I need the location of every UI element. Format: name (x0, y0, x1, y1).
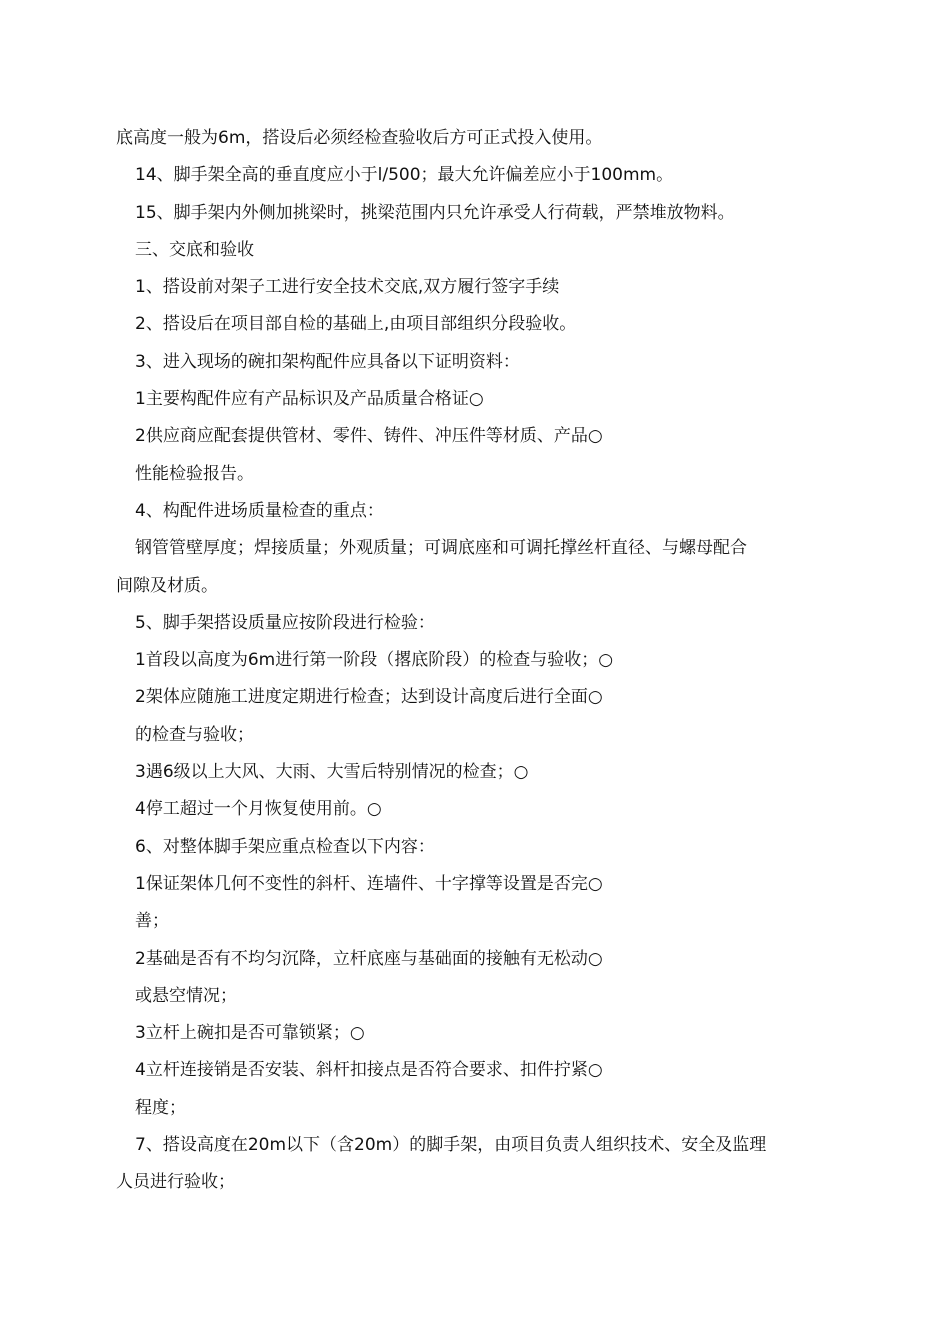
text-line: 的检查与验收； (135, 724, 254, 745)
text-line: 1主要构配件应有产品标识及产品质量合格证○ (135, 389, 484, 410)
text-line: 4、构配件进场质量检查的重点： (135, 500, 384, 521)
text-line: 或悬空情况； (135, 985, 237, 1006)
text-line: 5、脚手架搭设质量应按阶段进行检验： (135, 612, 435, 633)
text-line: 2架体应随施工进度定期进行检查；达到设计高度后进行全面○ (135, 687, 603, 708)
text-line: 善； (135, 911, 169, 932)
text-line: 3、进入现场的碗扣架构配件应具备以下证明资料： (135, 351, 520, 372)
text-line: 3遇6级以上大风、大雨、大雪后特别情况的检查；○ (135, 762, 529, 783)
text-line: 1、搭设前对架子工进行安全技术交底,双方履行签字手续 (135, 277, 560, 298)
text-line: 2供应商应配套提供管材、零件、铸件、冲压件等材质、产品○ (135, 426, 603, 447)
text-line: 性能检验报告。 (135, 463, 254, 484)
text-line: 7、搭设高度在20m以下（含20m）的脚手架，由项目负责人组织技术、安全及监理 (135, 1135, 767, 1156)
text-line: 15、脚手架内外侧加挑梁时，挑梁范围内只允许承受人行荷载，严禁堆放物料。 (135, 202, 735, 223)
text-line: 1保证架体几何不变性的斜杆、连墙件、十字撑等设置是否完○ (135, 873, 603, 894)
text-line: 4立杆连接销是否安装、斜杆扣接点是否符合要求、扣件拧紧○ (135, 1060, 603, 1081)
text-line: 钢管管壁厚度；焊接质量；外观质量；可调底座和可调托撑丝杆直径、与螺母配合 (135, 538, 747, 559)
text-line: 2、搭设后在项目部自检的基础上,由项目部组织分段验收。 (135, 314, 577, 335)
text-line: 程度； (135, 1097, 186, 1118)
text-line: 人员进行验收； (116, 1172, 235, 1193)
document-body (116, 126, 846, 1208)
text-line: 3立杆上碗扣是否可靠锁紧；○ (135, 1023, 365, 1044)
text-line: 14、脚手架全高的垂直度应小于l/500；最大允许偏差应小于100mm。 (135, 165, 674, 186)
text-line: 1首段以高度为6m进行第一阶段（撂底阶段）的检查与验收；○ (135, 650, 614, 671)
text-line: 4停工超过一个月恢复使用前。○ (135, 799, 382, 820)
text-line: 间隙及材质。 (116, 575, 218, 596)
text-line: 2基础是否有不均匀沉降，立杆底座与基础面的接触有无松动○ (135, 948, 603, 969)
text-line: 底高度一般为6m，搭设后必须经检查验收后方可正式投入使用。 (116, 128, 603, 148)
section-heading: 三、交底和验收 (135, 239, 254, 260)
text-line: 6、对整体脚手架应重点检查以下内容： (135, 836, 435, 857)
